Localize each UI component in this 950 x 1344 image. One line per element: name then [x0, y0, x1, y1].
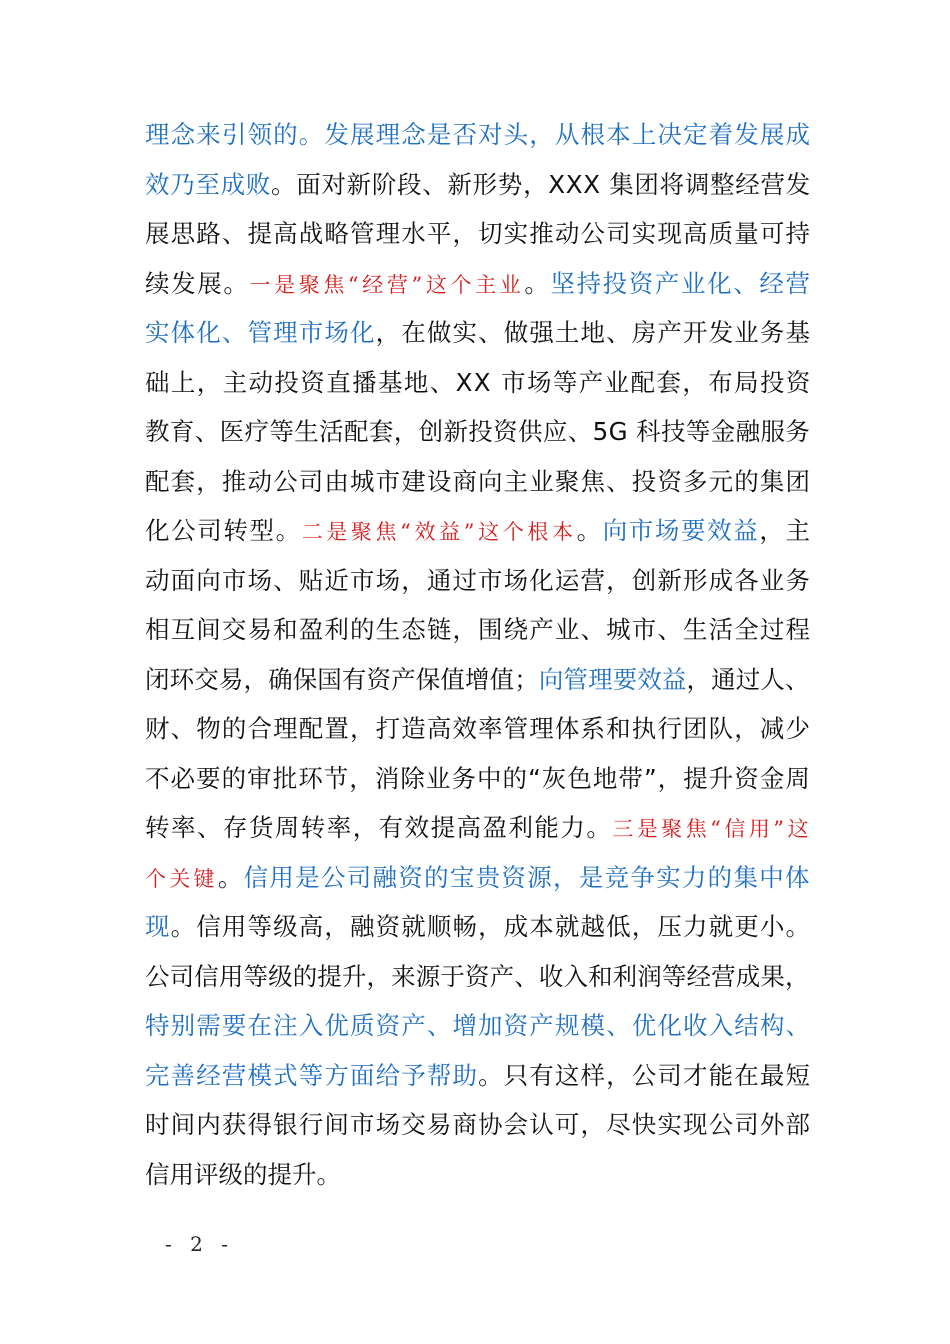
text-segment: ，主 [759, 516, 812, 545]
highlighted-text: 信用是公司融资的宝贵资源，是竞争实力的集中体 [243, 862, 811, 892]
text-segment: ，在做实、做强土地、房产开发业务基 [375, 318, 812, 347]
text-segment: 。面对新阶段、新形势，XXX 集团将调整经营发 [271, 169, 811, 199]
text-segment: 展思路、提高战略管理水平，切实推动公司实现高质量可持 [145, 219, 812, 248]
text-segment: ，通过人、 [686, 664, 810, 694]
highlighted-text: 完善经营模式等方面给予帮助 [145, 1060, 479, 1090]
highlighted-text: 坚持投资产业化、经营 [550, 268, 812, 298]
highlighted-text: 理念来引领的。发展理念是否对头，从根本上决定着发展成 [145, 120, 812, 149]
highlighted-text: 效乃至成败 [145, 169, 272, 199]
highlighted-text: 特别需要在注入优质资产、增加资产规模、优化收入结构、 [145, 1011, 812, 1040]
text-segment: 公司信用等级的提升，来源于资产、收入和利润等经营成果， [145, 961, 810, 991]
text-line [145, 952, 810, 1002]
text-line [145, 853, 811, 903]
text-segment: 。只有这样，公司才能在最短 [478, 1060, 812, 1090]
text-segment: 信用评级的提升。 [145, 1159, 341, 1189]
page-number: - 2 - [165, 1232, 234, 1256]
text-segment: 续发展。 [145, 268, 250, 298]
text-segment: 教育、医疗等生活配套，创新投资供应、5G 科技等金融服务 [145, 417, 811, 446]
text-segment: 。信用等级高，融资就顺畅，成本就越低，压力就更小。 [170, 912, 812, 941]
text-segment: 转率、存货周转率，有效提高盈利能力。 [145, 813, 613, 842]
section-heading: 二是聚焦“效益”这个根本 [301, 520, 577, 544]
text-line [145, 1051, 811, 1101]
text-line [145, 407, 810, 457]
highlighted-text: 向市场要效益 [602, 516, 760, 545]
text-line [145, 605, 811, 655]
text-segment: 动面向市场、贴近市场，通过市场化运营，创新形成各业务 [145, 565, 812, 595]
text-segment: 财、物的合理配置，打造高效率管理体系和执行团队，减少 [145, 714, 812, 743]
text-line [145, 902, 811, 952]
text-line [145, 308, 811, 358]
text-segment: 化公司转型。 [145, 516, 302, 545]
text-line [145, 506, 812, 556]
text-line [145, 754, 811, 804]
text-line [145, 209, 811, 259]
text-segment: 础上，主动投资直播基地、XX 市场等产业配套，布局投资 [145, 367, 812, 397]
highlighted-text: 向管理要效益 [538, 664, 687, 694]
text-line [145, 1001, 811, 1051]
text-segment: 配套，推动公司由城市建设商向主业聚焦、投资多元的集团 [145, 466, 812, 496]
highlighted-text: 现 [145, 912, 171, 941]
text-segment: 闭环交易，确保国有资产保值增值； [145, 664, 539, 694]
text-segment: 时间内获得银行间市场交易商协会认可，尽快实现公司外部 [145, 1110, 812, 1139]
text-line [145, 259, 812, 309]
text-segment: 相互间交易和盈利的生态链，围绕产业、城市、生活全过程 [145, 615, 812, 644]
text-line [145, 160, 811, 210]
text-segment: 不必要的审批环节，消除业务中的“灰色地带”，提升资金周 [145, 763, 811, 793]
text-line [145, 1100, 811, 1150]
text-line [145, 1150, 341, 1200]
text-line [145, 358, 812, 408]
text-segment: 。 [217, 862, 244, 892]
text-line [145, 556, 811, 606]
highlighted-text: 实体化、管理市场化 [145, 318, 376, 347]
section-heading: 一是聚焦“经营”这个主业 [249, 272, 525, 297]
text-segment: 。 [576, 516, 603, 545]
text-line [145, 655, 810, 705]
section-heading: 三是聚焦“信用”这 [612, 817, 812, 841]
text-segment: 。 [524, 268, 551, 298]
text-line [145, 704, 811, 754]
section-heading: 个关键 [145, 866, 218, 891]
text-line [145, 110, 811, 160]
text-line [145, 457, 811, 507]
text-line [145, 803, 812, 853]
